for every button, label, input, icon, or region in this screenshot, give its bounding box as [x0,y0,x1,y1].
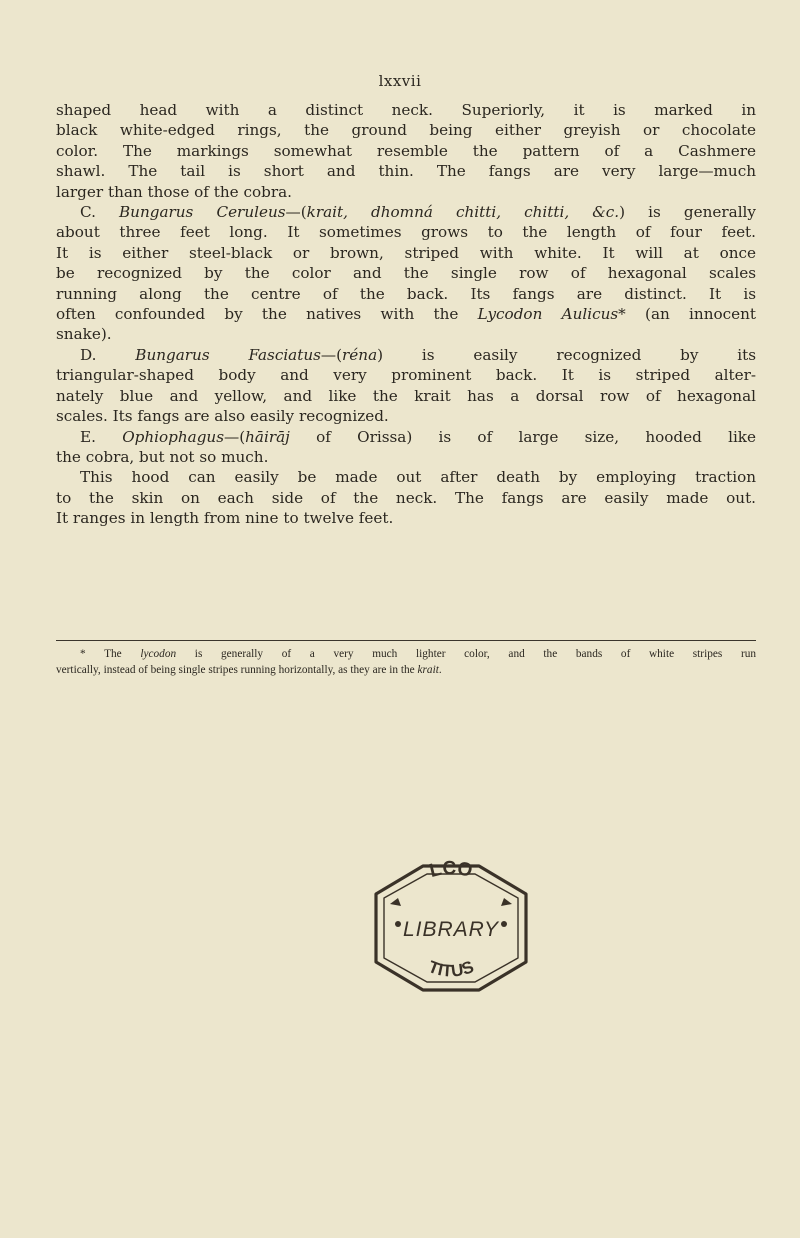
text-line: the cobra, but not so much. [56,447,269,466]
text-line: about three feet long. It sometimes grows to the length of four feet. [56,223,756,242]
paragraph-c-heading [56,202,756,222]
local-name: krait [417,664,439,676]
text-fragment: ) is easily recognized by its [377,345,757,364]
text-line: scales. Its fangs are also easily recognized. [56,407,389,426]
dash: —( [320,345,343,364]
text-line: It ranges in length from nine to twelve feet. [56,509,394,528]
paragraph-e-heading [56,427,756,447]
stamp-bottom-text: TITUS [425,957,477,981]
text-fragment: * (an innocent [618,305,757,324]
species-name: lycodon [140,648,177,660]
text-fragment: is generally of a very much lighter color, and the bands of white stripes run [176,648,756,660]
local-names: krait, dhomná chitti, chitti, &c. [306,203,620,222]
text-line: triangular-shaped body and very prominent back. It is striped alter- [56,366,756,385]
footnote-rule [56,640,756,641]
text-line: larger than those of the cobra. [56,182,292,201]
dash: —( [285,203,307,222]
text-fragment: ) is generally [619,203,756,222]
text-line: black white-edged rings, the ground being either greyish or chocolate [56,121,756,140]
text-line: It is either steel-black or brown, striped with white. It will at once [56,243,756,262]
text-line: snake). [56,325,112,344]
text-line: to the skin on each side of the neck. The fangs are easily made out. [56,488,756,507]
text-fragment: often confounded by the natives with the [56,305,478,324]
text-line: nately blue and yellow, and like the krait has a dorsal row of hexagonal [56,386,756,405]
text-fragment: vertically, instead of being single stripes running horizontally, as they are in the [56,664,418,676]
species-name: Ophiophagus [122,427,224,446]
library-stamp [368,860,534,996]
stamp-library-text: LIBRARY [402,918,500,941]
local-names: hāirāj [245,427,290,446]
text-fragment: of Orissa) is of large size, hooded like [289,427,756,446]
text-line: running along the centre of the back. Its fangs are distinct. It is [56,284,756,303]
section-label: E. [80,427,96,446]
text-line [56,304,756,324]
text-line: This hood can easily be made out after death by employing traction [80,468,756,487]
section-label: D. [80,345,97,364]
species-name: Bungarus Fasciatus [135,345,321,364]
text-fragment: . [438,664,442,676]
species-name: Lycodon Aulicus [477,305,619,324]
footnote-line [56,662,756,678]
text-line: shawl. The tail is short and thin. The fangs are very large—much [56,162,756,181]
text-line: be recognized by the color and the single row of hexagonal scales [56,264,756,283]
text-line: shaped head with a distinct neck. Superiorly, it is marked in [56,101,756,119]
footnote-line [56,646,756,662]
local-names: réna [342,345,378,364]
footnote [56,646,756,678]
page-number: lxxvii [378,72,422,90]
body-text [56,100,756,529]
text-fragment: * The [80,648,141,660]
section-label: C. [80,203,96,222]
paragraph-d-heading [56,345,756,365]
stamp-top-text: LCO [427,860,475,882]
text-line: color. The markings somewhat resemble the pattern of a Cashmere [56,141,756,160]
species-name: Bungarus Ceruleus [119,203,286,222]
dash: —( [224,427,246,446]
